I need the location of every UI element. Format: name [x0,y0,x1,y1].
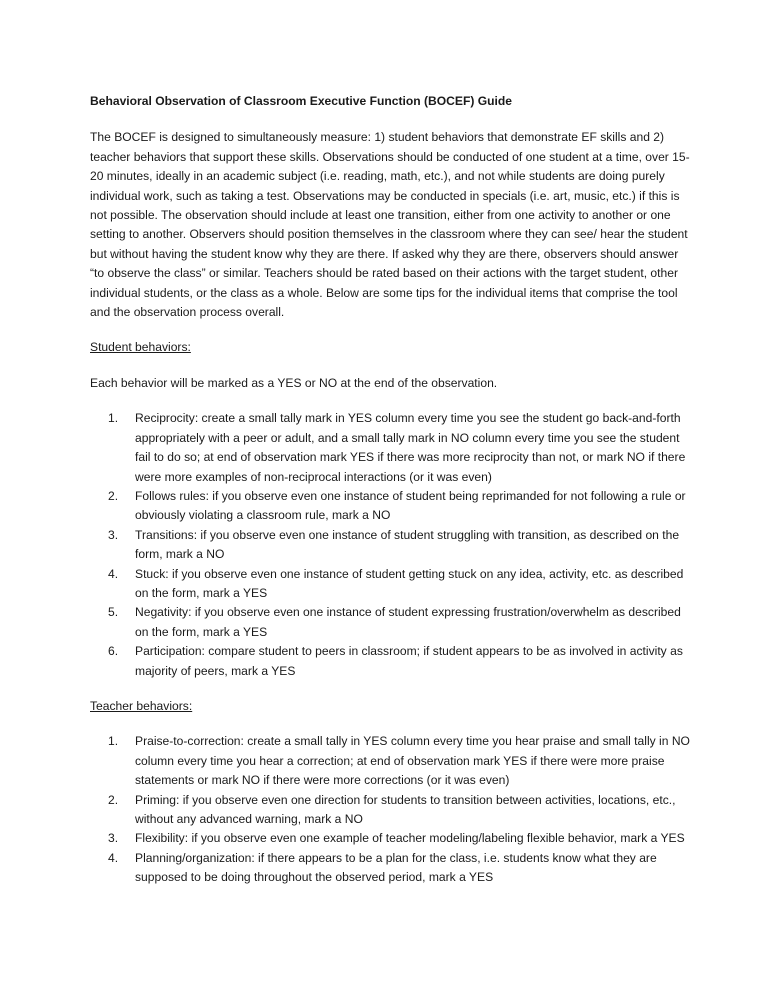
list-number: 5. [108,605,119,620]
list-number: 4. [108,566,119,581]
teacher-behaviors-heading: Teacher behaviors: [90,698,193,713]
list-item-text: Stuck: if you observe even one instance of student getting stuck on any idea, activity, etc. as described on the form, mark a YES [135,566,684,600]
list-item-text: Follows rules: if you observe even one instance of student being reprimanded for not following a rule or obviously violating a classroom rule, mark a NO [135,488,686,523]
list-number: 3. [108,831,119,846]
student-behavior-item [90,526,690,565]
list-item-text: Reciprocity: create a small tally mark in YES column every time you see the student go back-and-forth appropriately with a peer or adult, and a small tally mark in NO column every time you see the student fail to do so; at end of observation mark YES if there was more reciprocity than not, or mark NO if there were more examples of non-reciprocal interactions (or it was even) [135,411,686,484]
student-behavior-item [90,487,690,526]
list-number: 3. [108,527,119,542]
list-item-text: Praise-to-correction: create a small tally in YES column every time you hear praise and small tally in NO column every time you hear a correction; at end of observation mark YES if there were more praise statements or mark NO if there were more corrections (or it was even) [135,734,690,788]
list-item-text: Transitions: if you observe even one instance of student struggling with transition, as described on the form, mark a NO [135,527,680,562]
student-behavior-item [90,409,690,487]
list-item-text: Negativity: if you observe even one instance of student expressing frustration/overwhelm as described on the form, mark a YES [135,605,681,639]
teacher-behavior-item [90,791,690,830]
list-item-text: Planning/organization: if there appears to be a plan for the class, i.e. students know what they are supposed to be doing throughout the observed period, mark a YES [135,850,657,885]
teacher-behavior-item [90,732,690,790]
student-behaviors-list [90,409,690,681]
student-behavior-item [90,565,690,604]
document-title: Behavioral Observation of Classroom Executive Function (BOCEF) Guide [90,94,513,108]
list-number: 1. [108,411,119,426]
list-number: 2. [108,792,119,807]
list-number: 6. [108,644,119,659]
list-number: 1. [108,734,119,749]
student-behavior-item [90,642,690,681]
intro-paragraph: The BOCEF is designed to simultaneously measure: 1) student behaviors that demonstrate EF skills and 2) teacher behaviors that support these skills. Observations should be conducted of one student at a time, over 15-20 minutes, ideally in an academic subject (i.e. reading, math, etc.), and not while students are doing purely individual work, such as taking a test. Observations may be conducted in specials (i.e. art, music, etc.) if this is not possible. The observation should include at least one transition, either from one activity to another or one setting to another. Observers should position themselves in the classroom where they can see/ hear the student but without having the student know why they are there. If asked why they are there, observers should answer “to observe the class” or similar. Teachers should be rated based on their actions with the target student, other individual students, or the class as a whole. Below are some tips for the individual items that comprise the tool and the observation process overall. [90,130,690,320]
list-number: 4. [108,850,119,865]
list-item-text: Flexibility: if you observe even one example of teacher modeling/labeling flexible behavior, mark a YES [135,831,685,846]
student-behaviors-heading: Student behaviors: [90,340,191,355]
teacher-behaviors-list [90,732,690,887]
student-behavior-item [90,603,690,642]
list-item-text: Participation: compare student to peers in classroom; if student appears to be as involved in activity as majority of peers, mark a YES [135,644,683,678]
document-page [90,92,690,904]
teacher-behavior-item [90,829,690,848]
list-item-text: Priming: if you observe even one direction for students to transition between activities, locations, etc., without any advanced warning, mark a NO [135,792,676,826]
teacher-behavior-item [90,849,690,888]
list-number: 2. [108,488,119,503]
student-behaviors-note: Each behavior will be marked as a YES or NO at the end of the observation. [90,375,498,390]
